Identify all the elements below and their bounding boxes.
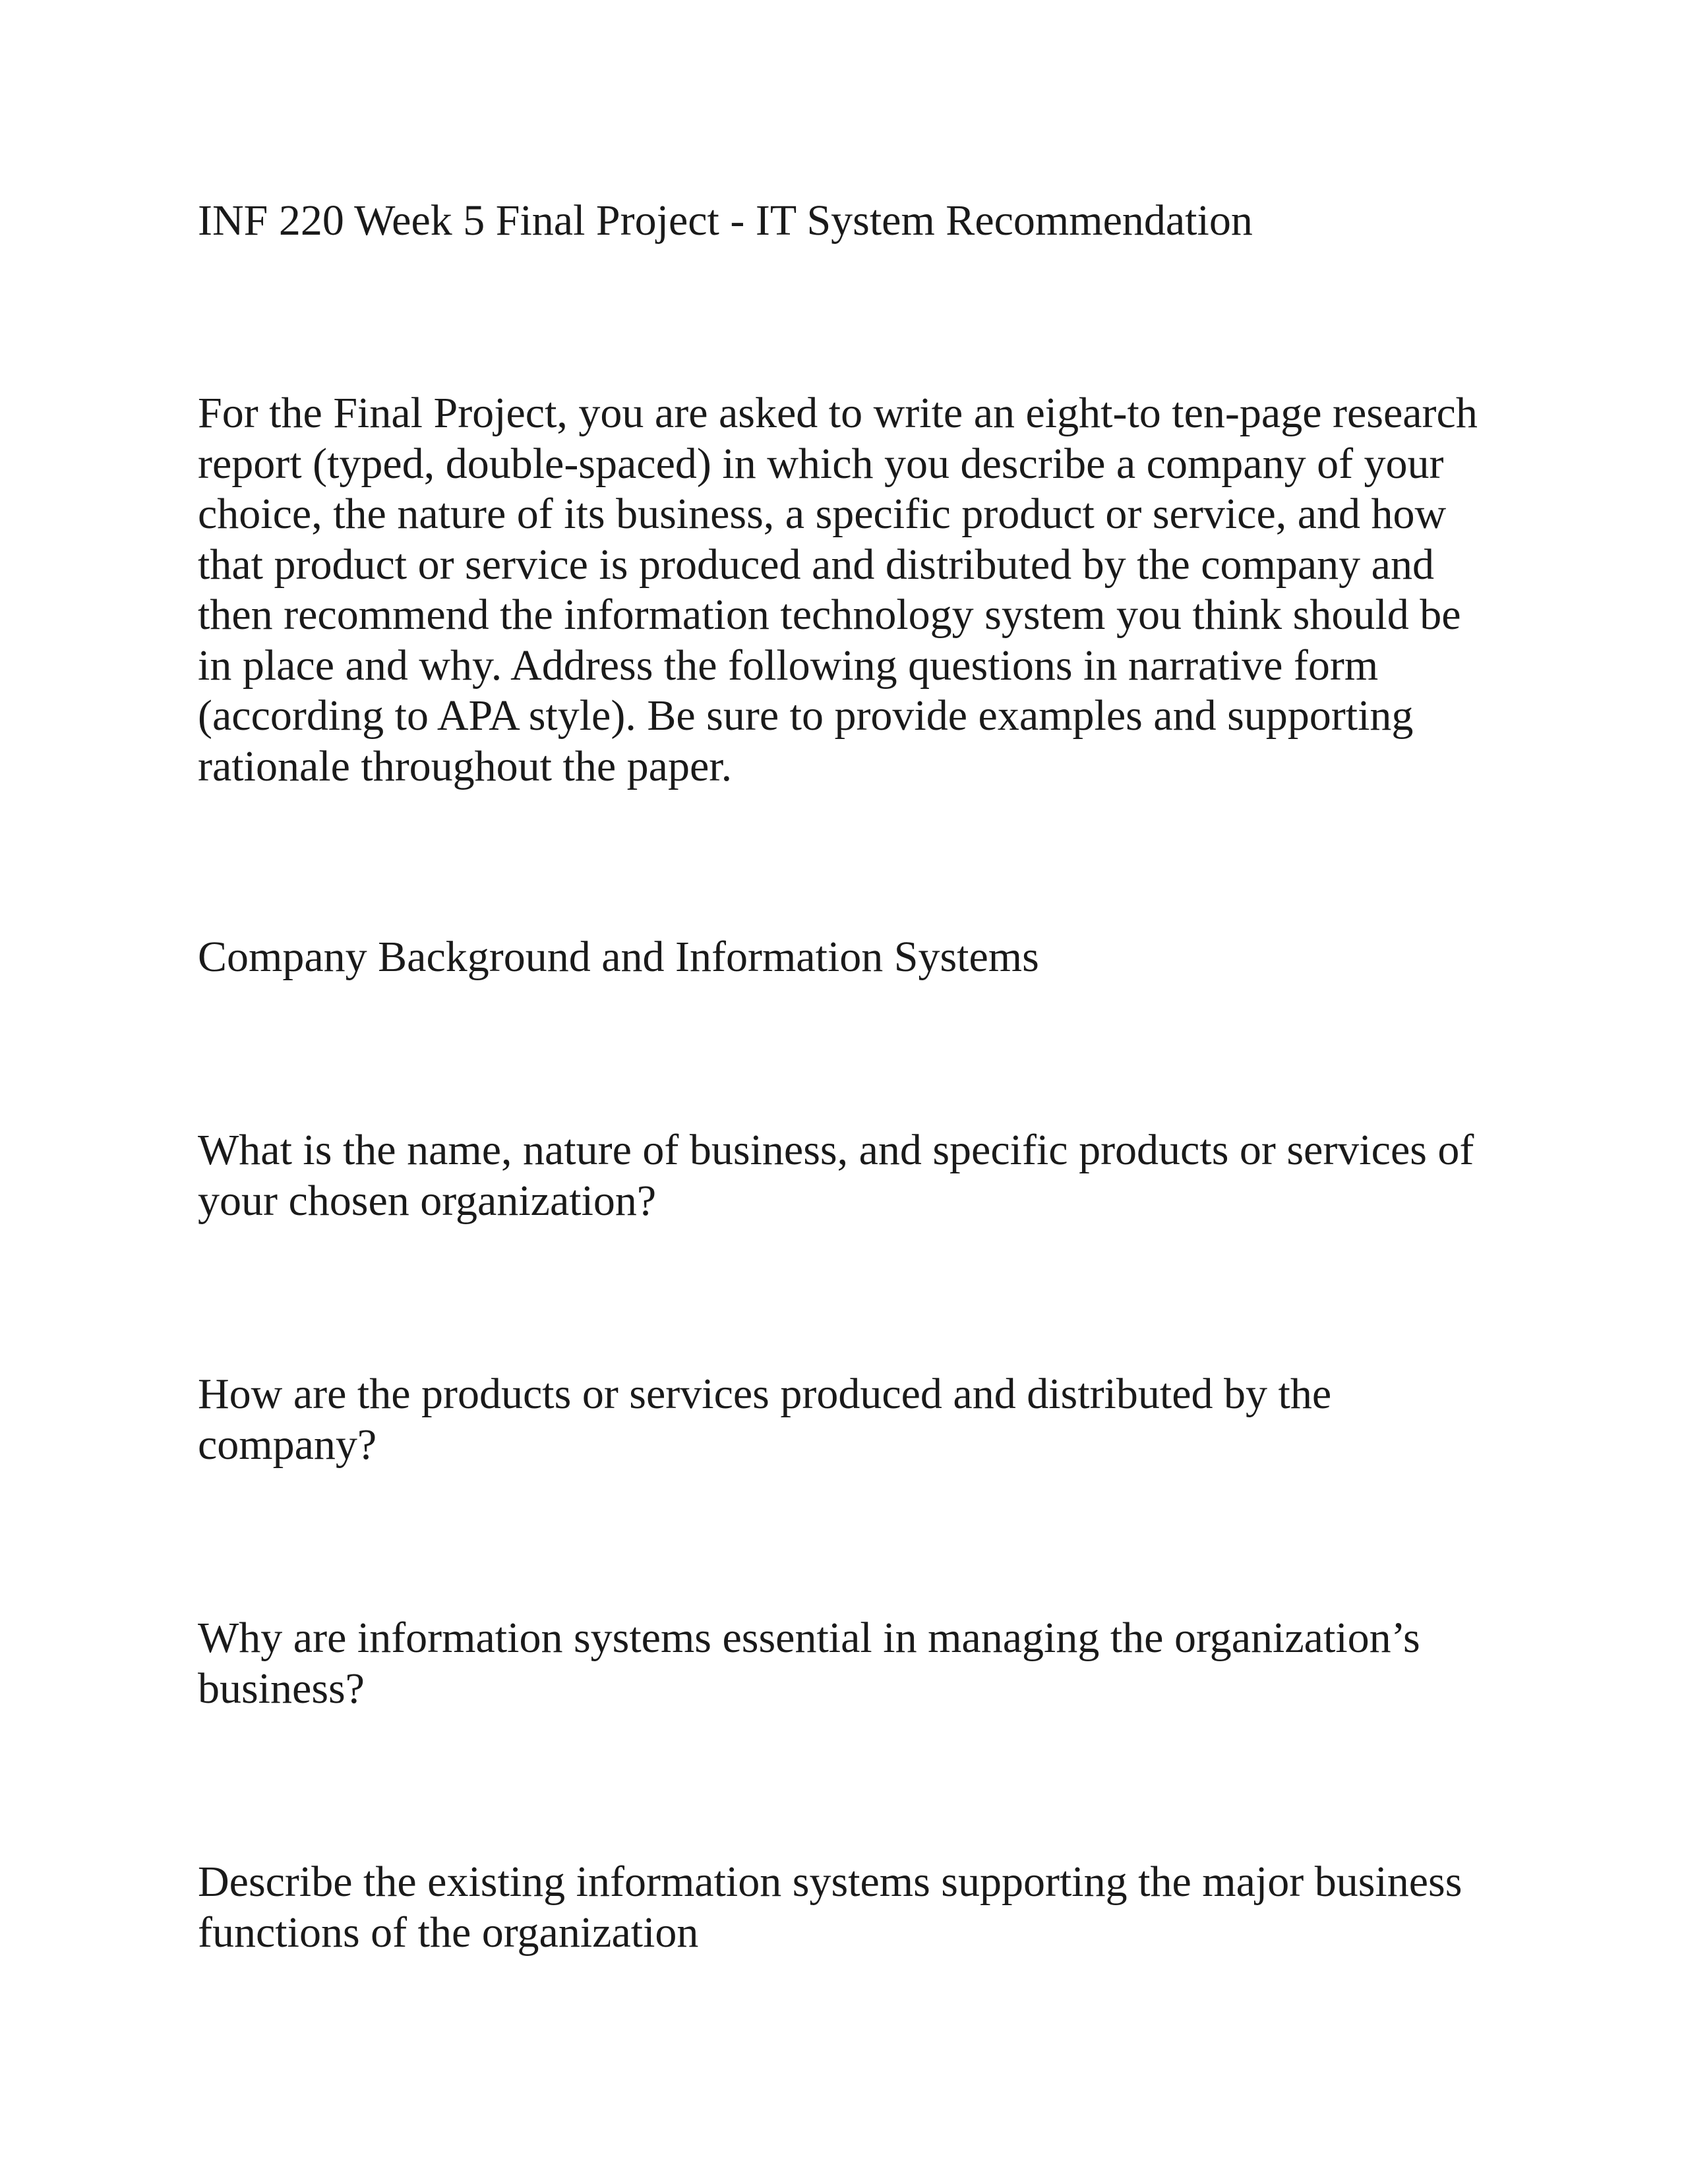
document-title: INF 220 Week 5 Final Project - IT System Recommendation [198,196,1253,245]
intro-paragraph: For the Final Project, you are asked to write an eight-to ten-page research report (typed, double-spaced) in which you describe a company of your choice, the nature of its business, a specific product or service, and how that product or service is produced and distributed by the company and then recommend the information technology system you think should be in place and why. Address the following questions in narrative form (according to APA style). Be sure to provide examples and supporting rationale throughout the paper. [198,389,1478,790]
question-item: What is the name, nature of business, and specific products or services of your chosen organization? [198,1126,1474,1225]
question-item: How are the products or services produced and distributed by the company? [198,1370,1332,1469]
question-item: Describe the existing information systems supporting the major business functions of the organization [198,1858,1462,1957]
question-item: Why are information systems essential in managing the organization’s business? [198,1614,1420,1713]
section-heading: Company Background and Information Systems [198,933,1039,981]
